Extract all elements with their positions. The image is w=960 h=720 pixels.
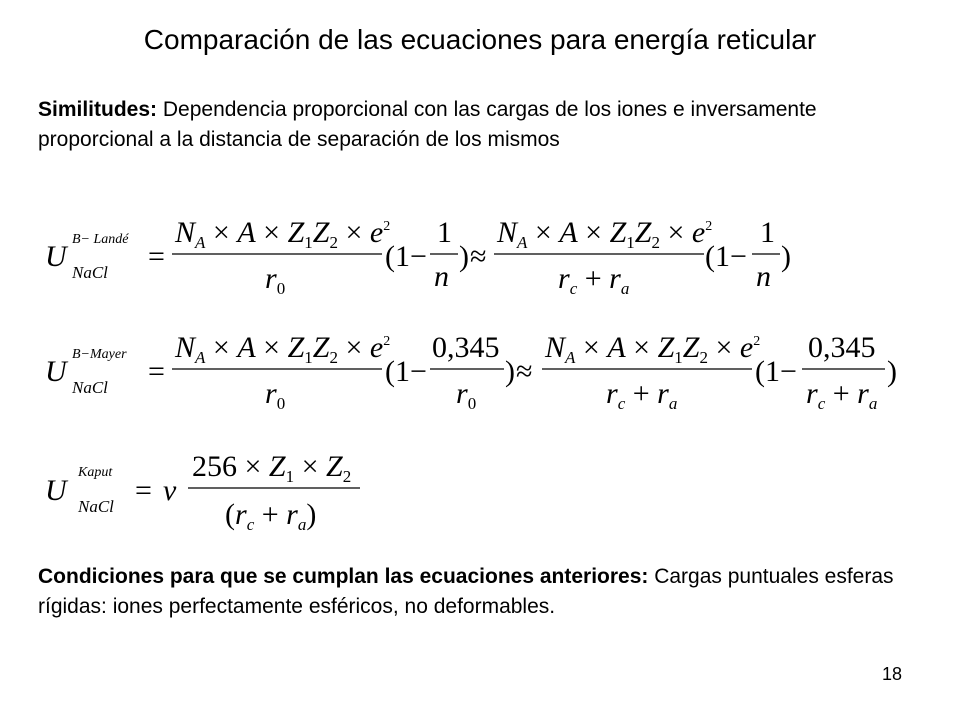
born-mayer-superscript: B−Mayer bbox=[72, 347, 127, 362]
approx-sign: ≈ bbox=[516, 355, 533, 388]
born-mayer-constant-2: 0,345 bbox=[808, 331, 876, 364]
born-lande-superscript: B− Landé bbox=[72, 232, 129, 247]
closing-paren: ) bbox=[887, 355, 897, 388]
kapustinskii-equation bbox=[0, 440, 960, 540]
kapustinskii-subscript: NaCl bbox=[78, 497, 114, 516]
born-lande-factor-1: (1− bbox=[385, 240, 427, 273]
closing-paren: ) bbox=[781, 240, 791, 273]
kapustinskii-superscript: Kaput bbox=[78, 465, 113, 480]
born-lande-equation bbox=[0, 200, 960, 300]
condiciones-paragraph bbox=[38, 562, 918, 622]
born-mayer-factor-1: (1− bbox=[385, 355, 427, 388]
equals-sign: = bbox=[148, 355, 165, 388]
n-symbol: n bbox=[756, 260, 771, 293]
born-mayer-denominator-1: $r_0$ bbox=[265, 377, 286, 413]
similitudes-label: Similitudes: bbox=[38, 98, 158, 121]
u-symbol: U bbox=[45, 355, 67, 388]
born-lande-factor-2: (1− bbox=[705, 240, 747, 273]
equals-sign: = bbox=[135, 474, 152, 507]
born-lande-numerator-1: $N_A \times A \times Z_1Z_2 \times e^2$ bbox=[175, 216, 391, 252]
u-symbol: U bbox=[45, 474, 67, 507]
numeral-one: 1 bbox=[437, 216, 452, 249]
approx-sign: ≈ bbox=[470, 240, 487, 273]
kapustinskii-numerator: $256 \times Z_1 \times Z_2$ bbox=[192, 450, 352, 486]
condiciones-text: Cargas puntuales esferas rígidas: iones perfectamente esféricos, no deformables. bbox=[38, 565, 894, 618]
born-mayer-numerator-2: $N_A \times A \times Z_1Z_2 \times e^2$ bbox=[545, 331, 761, 367]
condiciones-label: Condiciones para que se cumplan las ecuaciones anteriores: bbox=[38, 565, 649, 588]
born-lande-subscript: NaCl bbox=[72, 263, 108, 282]
born-mayer-denominator-2: $r_c + r_a$ bbox=[606, 377, 678, 413]
kapustinskii-denominator: $(r_c + r_a)$ bbox=[225, 498, 317, 534]
born-mayer-constant: 0,345 bbox=[432, 331, 500, 364]
page-number: 18 bbox=[881, 664, 902, 684]
born-lande-numerator-2: $N_A \times A \times Z_1Z_2 \times e^2$ bbox=[497, 216, 713, 252]
closing-paren: ) bbox=[505, 355, 515, 388]
born-mayer-subscript: NaCl bbox=[72, 378, 108, 397]
similitudes-paragraph bbox=[38, 95, 918, 155]
born-mayer-numerator-1: $N_A \times A \times Z_1Z_2 \times e^2$ bbox=[175, 331, 391, 367]
r0-symbol: $r_0$ bbox=[456, 377, 477, 413]
u-symbol: U bbox=[45, 240, 67, 273]
born-mayer-equation bbox=[0, 315, 960, 415]
nu-symbol: ν bbox=[163, 474, 177, 507]
equals-sign: = bbox=[148, 240, 165, 273]
born-lande-denominator-2: $r_c + r_a$ bbox=[558, 262, 630, 298]
n-symbol: n bbox=[434, 260, 449, 293]
similitudes-text: Dependencia proporcional con las cargas de los iones e inversamente proporcional a la distancia de separación de los mismos bbox=[38, 98, 817, 151]
born-mayer-factor-2: (1− bbox=[755, 355, 797, 388]
born-lande-denominator-1: $r_0$ bbox=[265, 262, 286, 298]
numeral-one: 1 bbox=[760, 216, 775, 249]
slide-title: Comparación de las ecuaciones para energía reticular bbox=[143, 24, 817, 55]
born-mayer-denominator-3: $r_c + r_a$ bbox=[806, 377, 878, 413]
closing-paren: ) bbox=[459, 240, 469, 273]
